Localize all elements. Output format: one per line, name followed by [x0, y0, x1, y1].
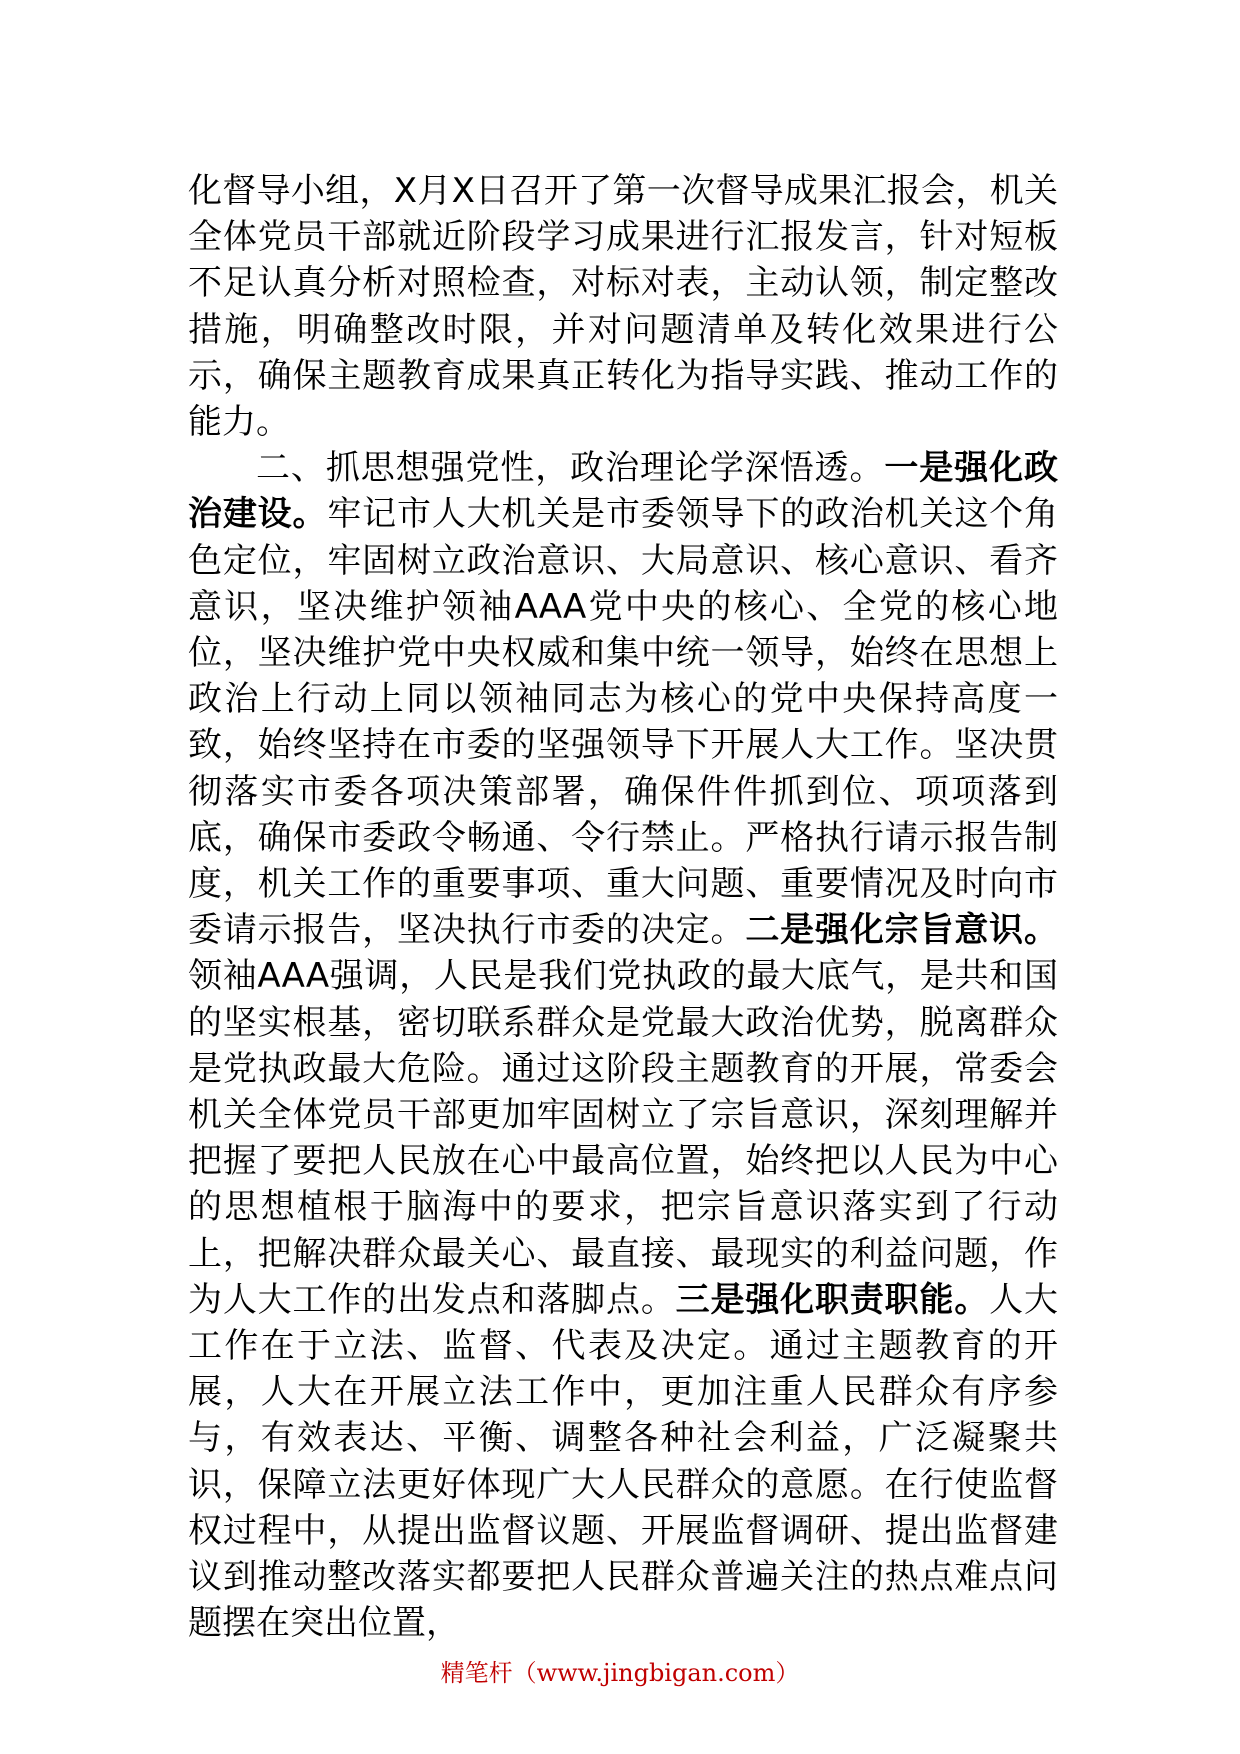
point-2-heading: 二是强化宗旨意识。 [745, 910, 1059, 951]
point-3-heading: 三是强化职责职能。 [675, 1279, 990, 1320]
point-1-text: 牢记市人大机关是市委领导下的政治机关这个角色定位，牢固树立政治意识、大局意识、核心意识、看齐意识，坚决维护领袖AAA党中央的核心、全党的核心地位，坚决维护党中央权威和集中统一领导，始终在思想上政治上行动上同以领袖同志为核心的党中央保持高度一致，始终坚持在市委的坚强领导下开展人大工作。坚决贯彻落实市委各项决策部署，确保件件抓到位、项项落到底，确保市委政令畅通、令行禁止。严格执行请示报告制度，机关工作的重要事项、重大问题、重要情况及时向市委请示报告，坚决执行市委的决定。 [188, 494, 1059, 951]
document-body [188, 168, 1058, 1647]
point-2-text: 领袖AAA强调，人民是我们党执政的最大底气，是共和国的坚实根基，密切联系群众是党最大政治优势，脱离群众是党执政最大危险。通过这阶段主题教育的开展，常委会机关全体党员干部更加牢固树立了宗旨意识，深刻理解并把握了要把人民放在心中最高位置，始终把以人民为中心的思想植根于脑海中的要求，把宗旨意识落实到了行动上，把解决群众最关心、最直接、最现实的利益问题，作为人大工作的出发点和落脚点。 [188, 956, 1058, 1320]
section-heading: 二、抓思想强党性，政治理论学深悟透。 [256, 448, 885, 489]
point-3-text: 人大工作在于立法、监督、代表及决定。通过主题教育的开展，人大在开展立法工作中，更加注重人民群众有序参与，有效表达、平衡、调整各种社会利益，广泛凝聚共识，保障立法更好体现广大人民群众的意愿。在行使监督权过程中，从提出监督议题、开展监督调研、提出监督建议到推动整改落实都要把人民群众普遍关注的热点难点问题摆在突出位置， [188, 1279, 1059, 1644]
paragraph-2 [188, 445, 1058, 1646]
paragraph-1 [188, 168, 1058, 445]
paragraph-1-text: 化督导小组，X月X日召开了第一次督导成果汇报会，机关全体党员干部就近阶段学习成果进行汇报发言，针对短板不足认真分析对照检查，对标对表，主动认领，制定整改措施，明确整改时限，并对问题清单及转化效果进行公示，确保主题教育成果真正转化为指导实践、推动工作的能力。 [188, 171, 1058, 443]
point-1-heading: 一是强化政治建设。 [188, 448, 1059, 535]
footer-watermark: 精笔杆（www.jingbigan.com） [440, 1659, 800, 1687]
